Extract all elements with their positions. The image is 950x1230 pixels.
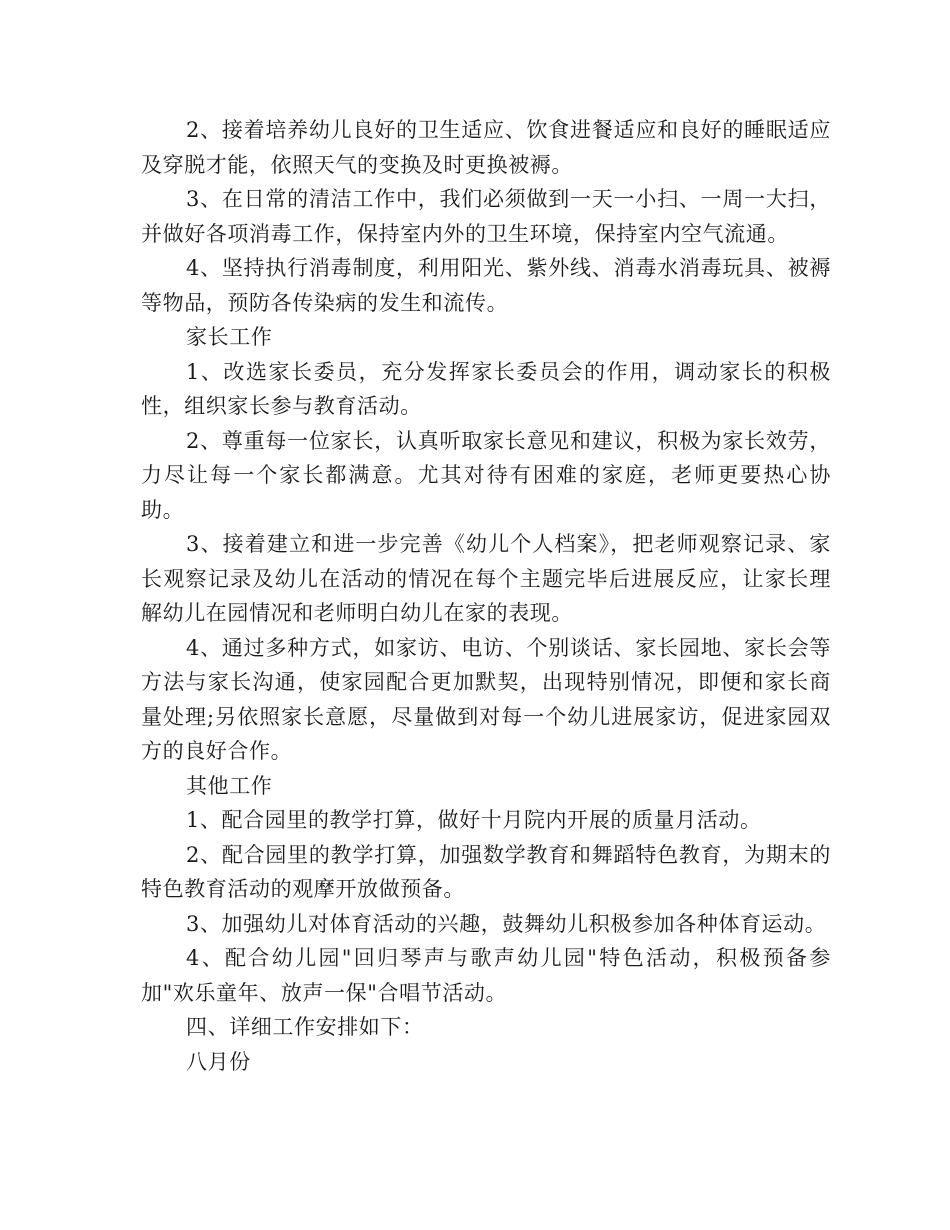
section-heading-schedule: 四、详细工作安排如下：: [186, 1015, 424, 1039]
paragraph-hygiene-habits: 2、接着培养幼儿良好的卫生适应、饮食进餐适应和良好的睡眠适应及穿脱才能，依照天气的变换及时更换被褥。: [141, 118, 831, 177]
month-heading-august: 八月份: [186, 1049, 251, 1074]
paragraph-parent-committee: 1、改选家长委员，充分发挥家长委员会的作用，调动家长的积极性，组织家长参与教育活动。: [141, 359, 831, 418]
paragraph-math-dance: 2、配合园里的教学打算，加强数学教育和舞蹈特色教育，为期末的特色教育活动的观摩开放做预备。: [141, 842, 831, 901]
paragraph-disinfection: 4、坚持执行消毒制度，利用阳光、紫外线、消毒水消毒玩具、被褥等物品，预防各传染病的发生和流传。: [141, 256, 831, 315]
section-heading-other-work: 其他工作: [186, 773, 273, 798]
paragraph-respect-parents: 2、尊重每一位家长，认真听取家长意见和建议，积极为家长效劳，力尽让每一个家长都满意。尤其对待有困难的家庭，老师更要热心协助。: [141, 428, 831, 522]
paragraph-child-records: 3、接着建立和进一步完善《幼儿个人档案》，把老师观察记录、家长观察记录及幼儿在活动的情况在每个主题完毕后进展反应，让家长理解幼儿在园情况和老师明白幼儿在家的表现。: [141, 532, 831, 625]
paragraph-sports: 3、加强幼儿对体育活动的兴趣，鼓舞幼儿积极参加各种体育运动。: [186, 911, 827, 936]
paragraph-quality-month: 1、配合园里的教学打算，做好十月院内开展的质量月活动。: [186, 808, 762, 832]
paragraph-communication: 4、通过多种方式，如家访、电访、个别谈话、家长园地、家长会等方法与家长沟通，使家园配合更加默契，出现特别情况，即便和家长商量处理;另依照家长意愿，尽量做到对每一个幼儿进展家访，促进家园双方的良好合作。: [141, 635, 831, 763]
paragraph-cleaning-work: 3、在日常的清洁工作中，我们必须做到一天一小扫、一周一大扫，并做好各项消毒工作，保持室内外的卫生环境，保持室内空气流通。: [141, 187, 831, 246]
document-body: [141, 113, 831, 1079]
section-heading-parent-work: 家长工作: [186, 325, 273, 349]
paragraph-choir-festival: 4、配合幼儿园"回归琴声与歌声幼儿园"特色活动，积极预备参加"欢乐童年、放声一保"合唱节活动。: [141, 946, 831, 1005]
